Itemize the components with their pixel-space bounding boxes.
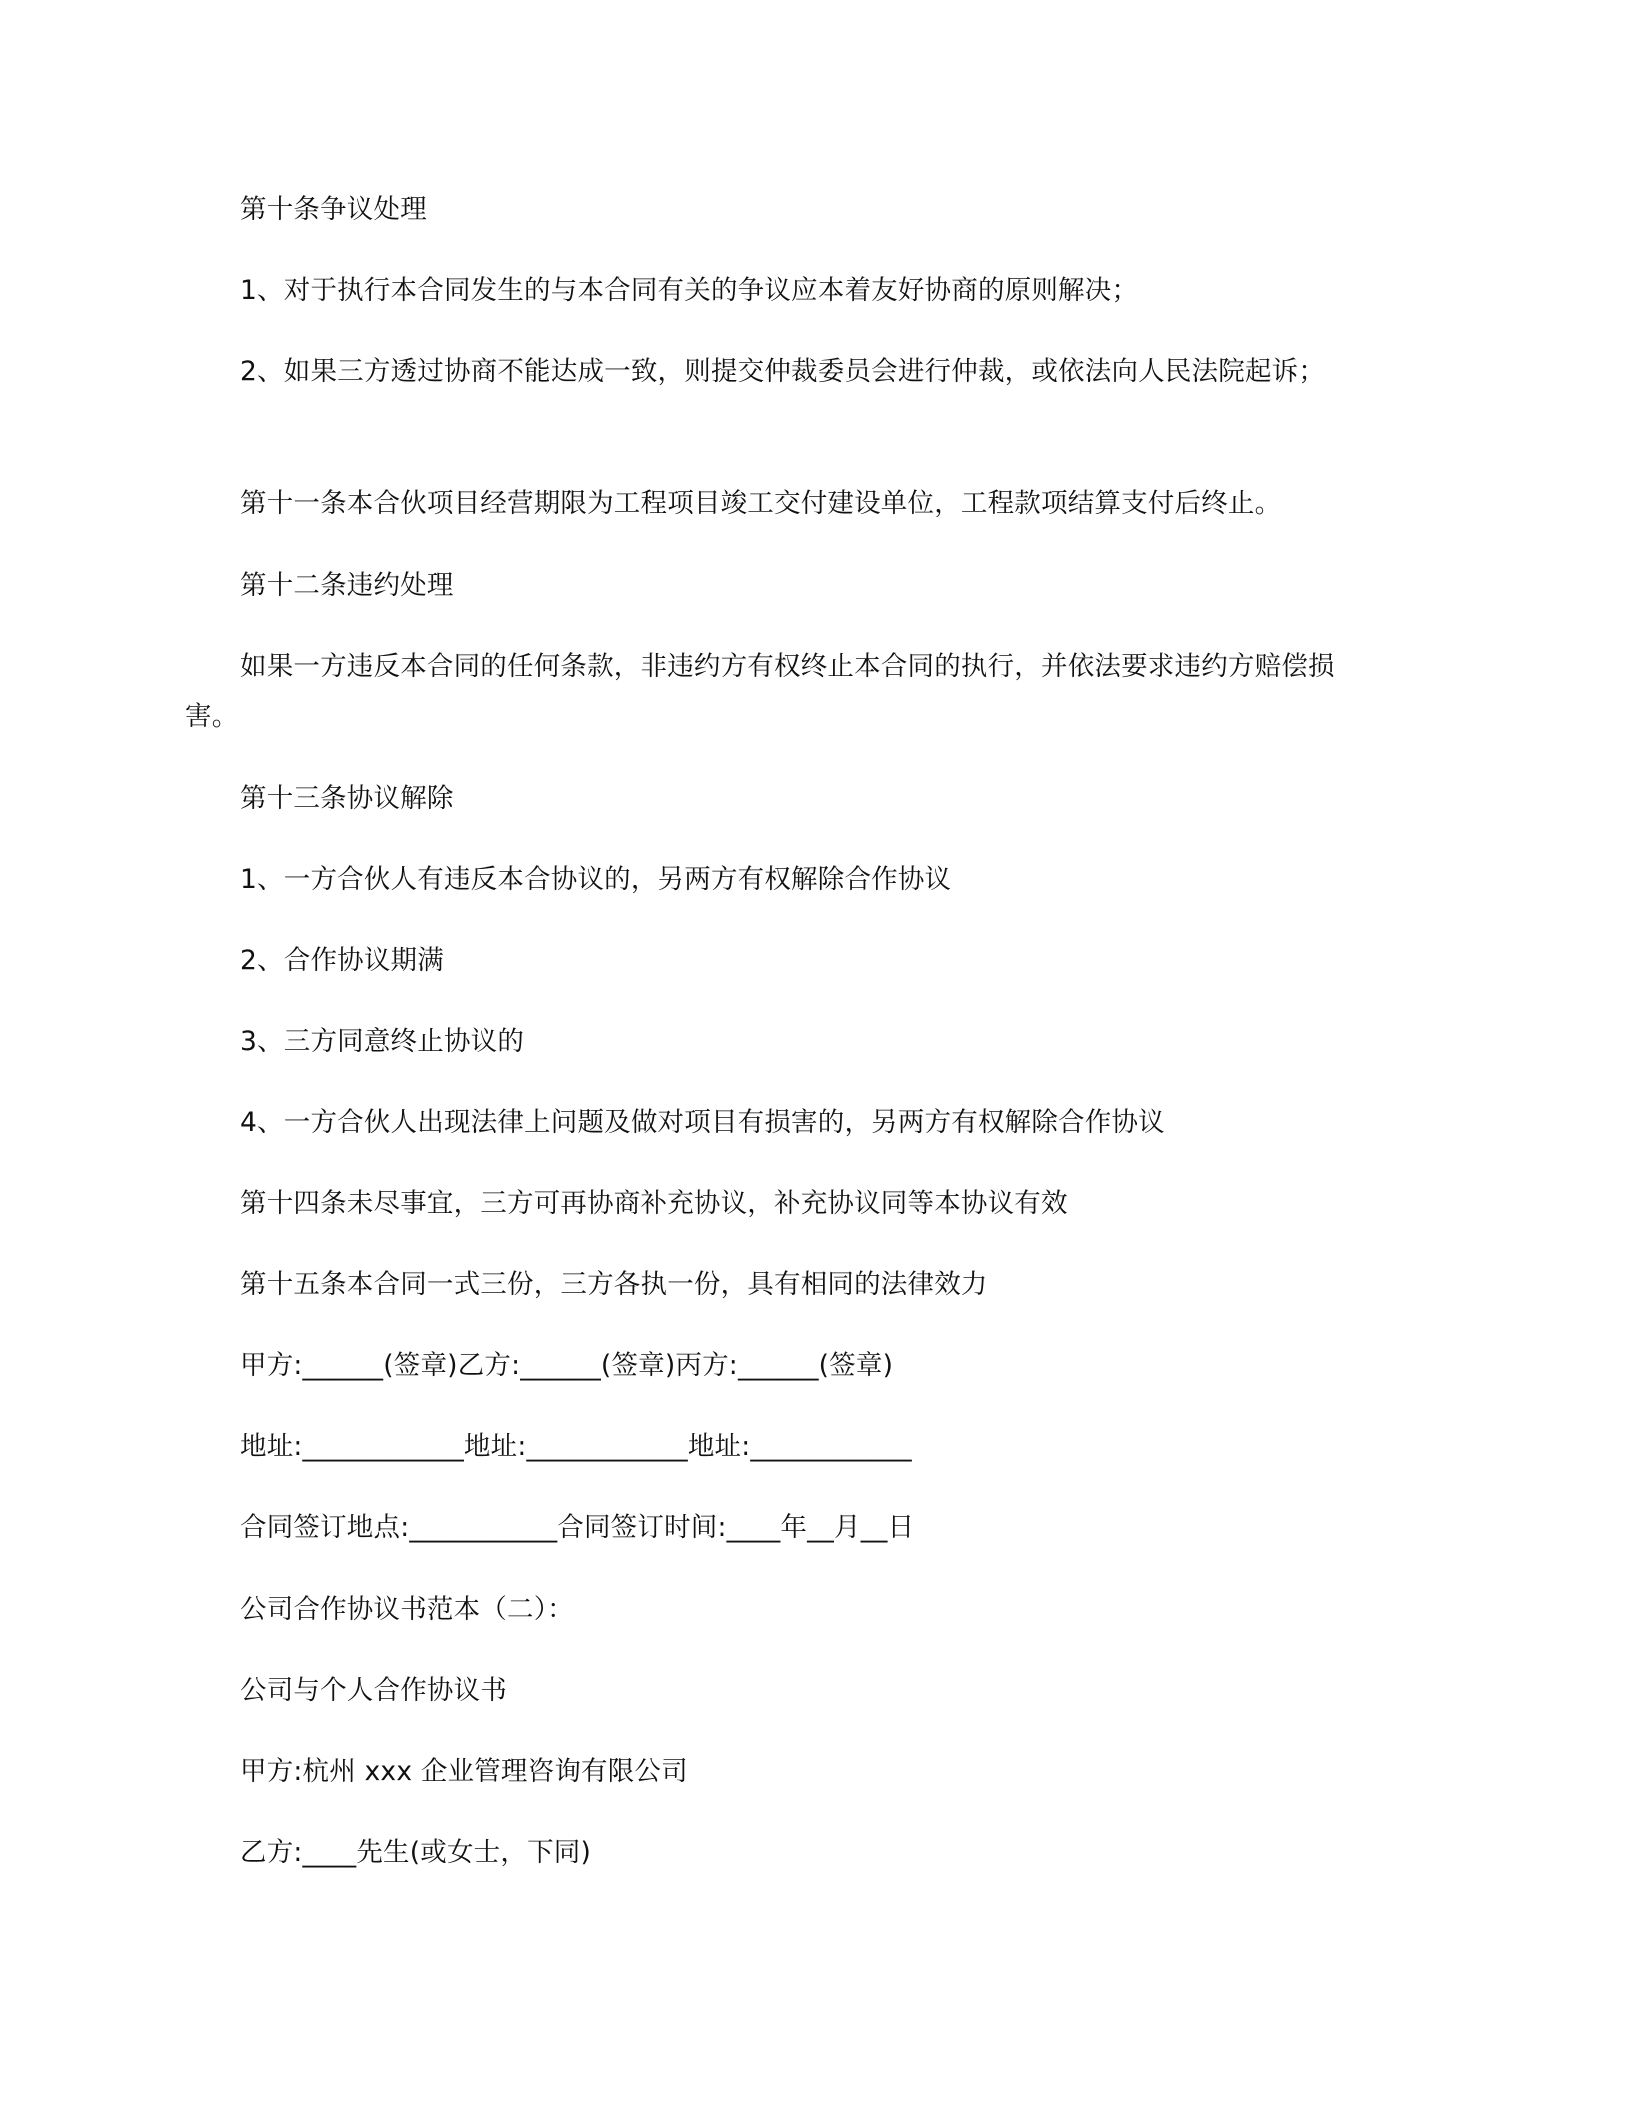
clause-10-item-1: 1、对于执行本合同发生的与本合同有关的争议应本着友好协商的原则解决； bbox=[240, 275, 1139, 306]
clause-12-body: 如果一方违反本合同的任何条款，非违约方有权终止本合同的执行，并依法要求违约方赔偿损害。 bbox=[185, 651, 1335, 732]
signing-place-time: 合同签订地点:___________合同签订时间:____年__月__日 bbox=[240, 1512, 915, 1543]
address-line: 地址:____________地址:____________地址:____________ bbox=[240, 1431, 912, 1462]
clause-10-heading: 第十条争议处理 bbox=[240, 194, 427, 225]
party-a: 甲方:杭州 xxx 企业管理咨询有限公司 bbox=[240, 1756, 688, 1787]
clause-12-heading: 第十二条违约处理 bbox=[240, 570, 454, 601]
clause-13-item-4: 4、一方合伙人出现法律上问题及做对项目有损害的，另两方有权解除合作协议 bbox=[240, 1107, 1165, 1138]
party-b: 乙方:____先生(或女士，下同) bbox=[240, 1837, 592, 1868]
clause-14: 第十四条未尽事宜，三方可再协商补充协议，补充协议同等本协议有效 bbox=[240, 1188, 1068, 1219]
clause-11: 第十一条本合伙项目经营期限为工程项目竣工交付建设单位，工程款项结算支付后终止。 bbox=[240, 488, 1282, 519]
clause-13-item-2: 2、合作协议期满 bbox=[240, 945, 444, 976]
clause-13-heading: 第十三条协议解除 bbox=[240, 783, 454, 814]
template-2-heading: 公司合作协议书范本（二）： bbox=[240, 1594, 574, 1625]
clause-15: 第十五条本合同一式三份，三方各执一份，具有相同的法律效力 bbox=[240, 1269, 988, 1300]
clause-10-item-2: 2、如果三方透过协商不能达成一致，则提交仲裁委员会进行仲裁，或依法向人民法院起诉； bbox=[240, 356, 1326, 387]
agreement-title: 公司与个人合作协议书 bbox=[240, 1675, 507, 1706]
signature-line: 甲方:______(签章)乙方:______(签章)丙方:______(签章) bbox=[240, 1350, 894, 1381]
clause-13-item-3: 3、三方同意终止协议的 bbox=[240, 1026, 525, 1057]
clause-13-item-1: 1、一方合伙人有违反本合协议的，另两方有权解除合作协议 bbox=[240, 864, 952, 895]
